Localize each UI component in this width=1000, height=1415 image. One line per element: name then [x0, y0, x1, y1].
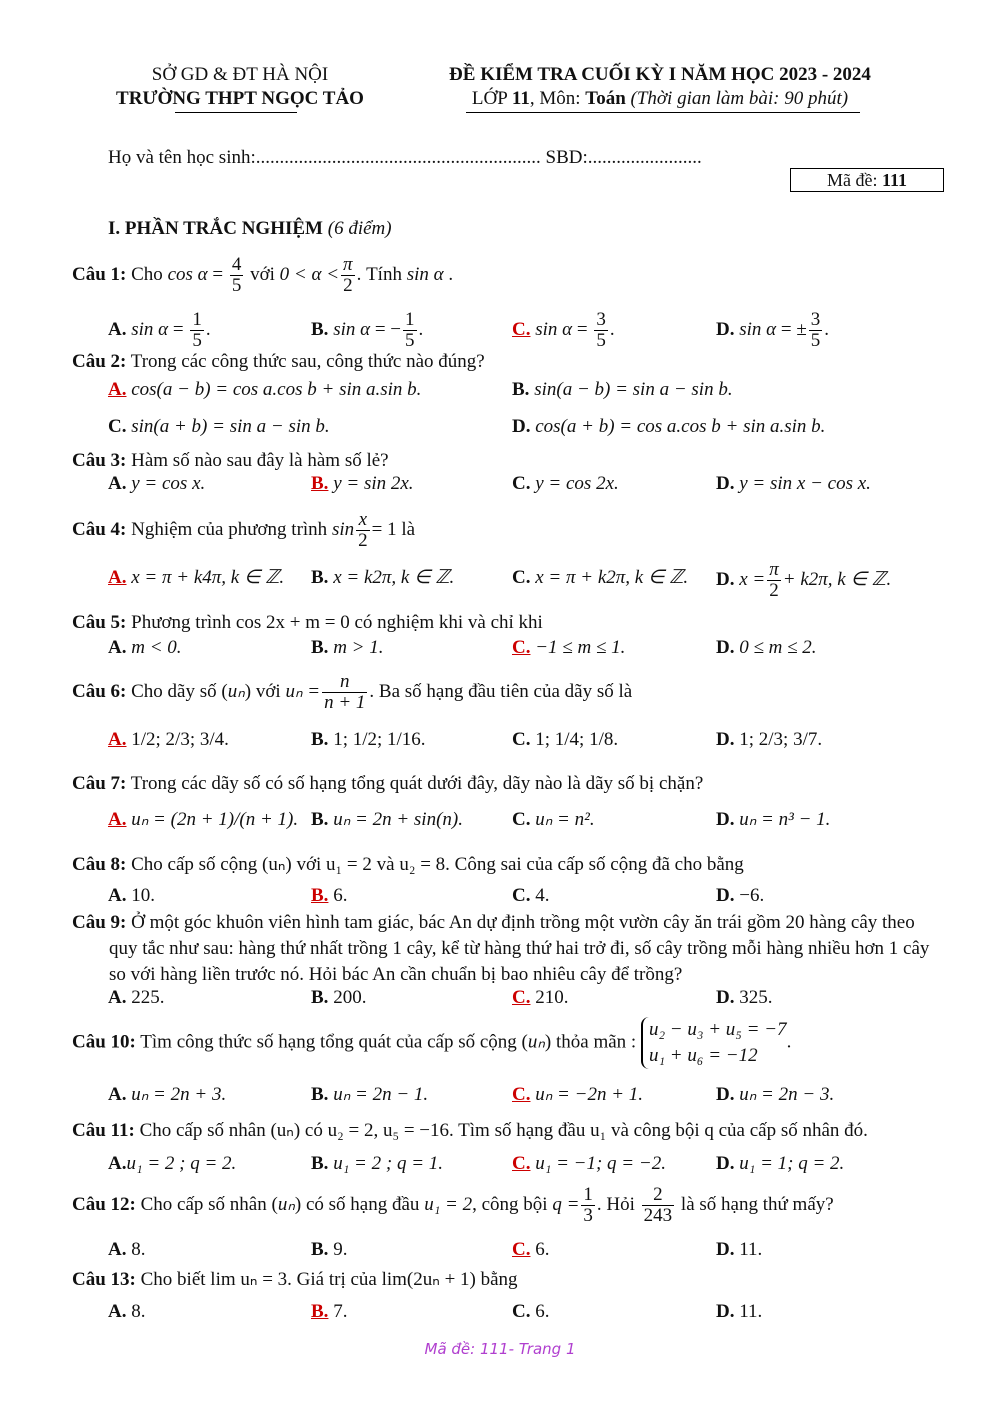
q4-option-c[interactable]: C. x = π + k2π, k ∈ ℤ.	[512, 567, 689, 588]
school-underline	[175, 112, 297, 113]
question-12: Câu 12: Cho cấp số nhân (uₙ) có số hạng đầu u₁ = 2, công bội q = $\frac{1}{3}$ . Hỏi $\frac{2}{243}$ là số hạng thứ mấy?	[72, 1184, 834, 1226]
q6-option-c[interactable]: C. 1; 1/4; 1/8.	[512, 729, 619, 750]
q1-option-c[interactable]: C. sin α = $\frac{3}{5}$ .	[512, 309, 615, 351]
q6-option-d[interactable]: D. 1; 2/3; 3/7.	[716, 729, 823, 750]
q8-option-c[interactable]: C. 4.	[512, 885, 550, 906]
q7-option-b[interactable]: B. uₙ = 2n + sin(n).	[311, 809, 463, 830]
q7-option-d[interactable]: D. uₙ = n³ − 1.	[716, 809, 831, 830]
q4-option-d[interactable]: D. x = $\frac{\pi}{2}$ + k2π, k ∈ ℤ.	[716, 559, 891, 601]
question-6: Câu 6: Cho dãy số (uₙ) với uₙ = $\frac{n}{n + 1}$ . Ba số hạng đầu tiên của dãy số là	[72, 671, 633, 713]
q5-option-b[interactable]: B. m > 1.	[311, 637, 384, 658]
q2-option-c[interactable]: C. sin(a + b) = sin a − sin b.	[108, 416, 330, 437]
question-5: Câu 5: Phương trình cos 2x + m = 0 có nghiệm khi và chỉ khi	[72, 612, 543, 633]
section-heading: I. PHẦN TRẮC NGHIỆM (6 điểm)	[108, 218, 392, 239]
q9-option-c[interactable]: C. 210.	[512, 987, 569, 1008]
q4-option-a[interactable]: A. x = π + k4π, k ∈ ℤ.	[108, 567, 285, 588]
question-11: Câu 11: Cho cấp số nhân (uₙ) có u₂ = 2, u₅ = −16. Tìm số hạng đầu u₁ và công bội q của cấp số nhân đó.	[72, 1120, 868, 1141]
q12-option-c[interactable]: C. 6.	[512, 1239, 550, 1260]
q9-option-a[interactable]: A. 225.	[108, 987, 165, 1008]
question-9: Câu 9: Ở một góc khuôn viên hình tam giác, bác An dự định trồng một vườn cây ăn trái gồm 20 hàng cây theo quy tắc như sau: hàng thứ nhất trồng 1 cây, kể từ hàng thứ hai trở đi, số cây trồng mỗi hàng nhiều hơn 1 cây so với hàng liền trước nó. Hỏi bác An cần chuẩn bị bao nhiêu cây để trồng?	[72, 912, 930, 985]
header-right	[420, 63, 900, 111]
q8-option-b[interactable]: B. 6.	[311, 885, 348, 906]
q8-option-a[interactable]: A. 10.	[108, 885, 155, 906]
q5-option-a[interactable]: A. m < 0.	[108, 637, 182, 658]
q9-option-d[interactable]: D. 325.	[716, 987, 773, 1008]
q2-label: Câu 2:	[72, 351, 127, 372]
q6-option-b[interactable]: B. 1; 1/2; 1/16.	[311, 729, 426, 750]
title-underline	[466, 112, 860, 113]
q11-option-b[interactable]: B. u₁ = 2 ; q = 1.	[311, 1153, 444, 1174]
q9-option-b[interactable]: B. 200.	[311, 987, 367, 1008]
q13-option-d[interactable]: D. 11.	[716, 1301, 763, 1322]
q4-option-b[interactable]: B. x = k2π, k ∈ ℤ.	[311, 567, 455, 588]
q13-option-c[interactable]: C. 6.	[512, 1301, 550, 1322]
question-3: Câu 3: Hàm số nào sau đây là hàm số lẻ?	[72, 450, 389, 471]
question-10: Câu 10: Tìm công thức số hạng tổng quát của cấp số cộng (uₙ) thỏa mãn : u₂ − u₃ + u₅ = −7 u₁ + u₆ = −12 .	[72, 1017, 952, 1069]
student-info-line: Họ và tên học sinh:............................................................ SBD:........................	[108, 147, 702, 168]
q10-option-a[interactable]: A. uₙ = 2n + 3.	[108, 1084, 227, 1105]
question-2	[72, 349, 952, 375]
question-4: Câu 4: Nghiệm của phương trình sin $\frac{x}{2}$ = 1 là	[72, 509, 416, 551]
page-footer: Mã đề: 111- Trang 1	[424, 1340, 576, 1358]
exam-subtitle: LỚP 11, Môn: Toán (Thời gian làm bài: 90 phút)	[471, 88, 849, 109]
q12-option-b[interactable]: B. 9.	[311, 1239, 348, 1260]
q7-option-c[interactable]: C. uₙ = n².	[512, 809, 595, 830]
question-8: Câu 8: Cho cấp số cộng (uₙ) với u₁ = 2 và u₂ = 8. Công sai của cấp số cộng đã cho bằng	[72, 854, 744, 875]
q11-option-d[interactable]: D. u₁ = 1; q = 2.	[716, 1153, 845, 1174]
q11-option-a[interactable]: A.u₁ = 2 ; q = 2.	[108, 1153, 237, 1174]
q7-option-a[interactable]: A. uₙ = (2n + 1)/(n + 1).	[108, 809, 299, 830]
q3-option-a[interactable]: A. y = cos x.	[108, 473, 206, 494]
exam-code-box: Mã đề: 111	[790, 168, 944, 192]
dept-name: SỞ GD & ĐT HÀ NỘI	[151, 64, 329, 85]
q5-option-d[interactable]: D. 0 ≤ m ≤ 2.	[716, 637, 817, 658]
q2-option-a[interactable]: A. cos(a − b) = cos a.cos b + sin a.sin b.	[108, 379, 422, 400]
q3-option-d[interactable]: D. y = sin x − cos x.	[716, 473, 871, 494]
exam-title: ĐỀ KIỂM TRA CUỐI KỲ I NĂM HỌC 2023 - 2024	[449, 64, 871, 85]
q12-option-d[interactable]: D. 11.	[716, 1239, 763, 1260]
q1-option-b[interactable]: B. sin α = − $\frac{1}{5}$ .	[311, 309, 424, 351]
q12-option-a[interactable]: A. 8.	[108, 1239, 146, 1260]
q13-option-b[interactable]: B. 7.	[311, 1301, 348, 1322]
q13-option-a[interactable]: A. 8.	[108, 1301, 146, 1322]
question-7: Câu 7: Trong các dãy số có số hạng tổng quát dưới đây, dãy nào là dãy số bị chặn?	[72, 773, 704, 794]
question-1: Câu 1: Cho cos α = $\frac{4}{5}$ với 0 < α < $\frac{\pi}{2}$ . Tính sin α .	[72, 254, 454, 296]
school-name: TRƯỜNG THPT NGỌC TẢO	[116, 88, 364, 109]
q1-option-a[interactable]: A. sin α = $\frac{1}{5}$ .	[108, 309, 211, 351]
header-left	[110, 63, 370, 111]
q6-option-a[interactable]: A. 1/2; 2/3; 3/4.	[108, 729, 229, 750]
q11-option-c[interactable]: C. u₁ = −1; q = −2.	[512, 1153, 666, 1174]
q2-option-b[interactable]: B. sin(a − b) = sin a − sin b.	[512, 379, 733, 400]
q2-option-d[interactable]: D. cos(a + b) = cos a.cos b + sin a.sin b.	[512, 416, 826, 437]
q2-text: Trong các công thức sau, công thức nào đúng?	[130, 351, 485, 372]
q10-option-d[interactable]: D. uₙ = 2n − 3.	[716, 1084, 835, 1105]
q8-option-d[interactable]: D. −6.	[716, 885, 765, 906]
q3-option-c[interactable]: C. y = cos 2x.	[512, 473, 619, 494]
q3-option-b[interactable]: B. y = sin 2x.	[311, 473, 414, 494]
q5-option-c[interactable]: C. −1 ≤ m ≤ 1.	[512, 637, 626, 658]
question-13: Câu 13: Cho biết lim uₙ = 3. Giá trị của lim(2uₙ + 1) bằng	[72, 1269, 518, 1290]
q10-option-b[interactable]: B. uₙ = 2n − 1.	[311, 1084, 429, 1105]
q10-option-c[interactable]: C. uₙ = −2n + 1.	[512, 1084, 644, 1105]
q1-option-d[interactable]: D. sin α = ± $\frac{3}{5}$ .	[716, 309, 830, 351]
